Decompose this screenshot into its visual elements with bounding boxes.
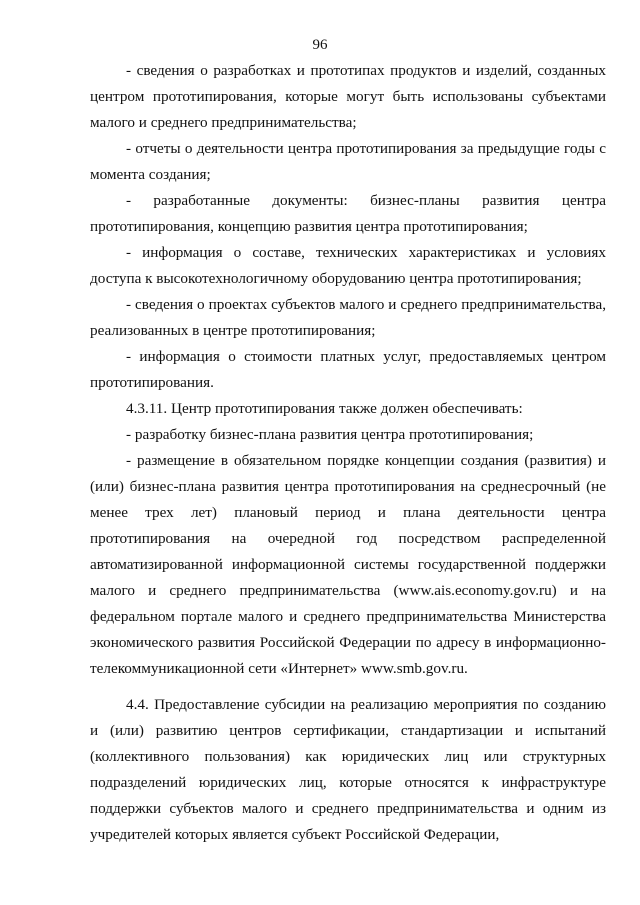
paragraph-activity-reports: - отчеты о деятельности центра прототипирования за предыдущие годы с момента создания; xyxy=(90,140,606,183)
paragraph-sme-projects: - сведения о проектах субъектов малого и среднего предпринимательства, реализованных в центре прототипирования; xyxy=(90,296,606,339)
paragraph-developed-documents: - разработанные документы: бизнес-планы развития центра прототипирования, концепцию развития центра прототипирования; xyxy=(90,192,606,235)
paragraph-business-plan: - разработку бизнес-плана развития центра прототипирования; xyxy=(126,426,534,443)
paragraph-prototype-developments: - сведения о разработках и прототипах продуктов и изделий, созданных центром прототипирования, которые могут быть использованы субъектами малого и среднего предпринимательства; xyxy=(90,62,606,131)
paragraph-paid-services: - информация о стоимости платных услуг, предоставляемых центром прототипирования. xyxy=(90,348,606,391)
paragraph-section-4-4: 4.4. Предоставление субсидии на реализацию мероприятия по созданию и (или) развитию центров сертификации, стандартизации и испытаний (коллективного пользования) как юридических лиц или структурных подразделений юридических лиц, которые относятся к инфраструктуре поддержки субъектов малого и среднего предпринимательства и одним из учредителей которых является субъект Российской Федерации, xyxy=(90,696,606,843)
paragraph-mandatory-publication: - размещение в обязательном порядке концепции создания (развития) и (или) бизнес-плана развития центра прототипирования на среднесрочный (не менее трех лет) плановый период и плана деятельности центра прототипирования на очередной год посредством распределенной автоматизированной информационной системы государственной поддержки малого и среднего предпринимательства (www.ais.economy.gov.ru) и на федеральном портале малого и среднего предпринимательства Министерства экономического развития Российской Федерации по адресу в информационно-телекоммуникационной сети «Интернет» www.smb.gov.ru. xyxy=(90,452,606,677)
page-number: 96 xyxy=(312,37,328,53)
paragraph-section-4-3-11: 4.3.11. Центр прототипирования также должен обеспечивать: xyxy=(126,400,523,417)
document-body xyxy=(90,58,606,848)
paragraph-equipment-info: - информация о составе, технических характеристиках и условиях доступа к высокотехнологичному оборудованию центра прототипирования; xyxy=(90,244,606,287)
